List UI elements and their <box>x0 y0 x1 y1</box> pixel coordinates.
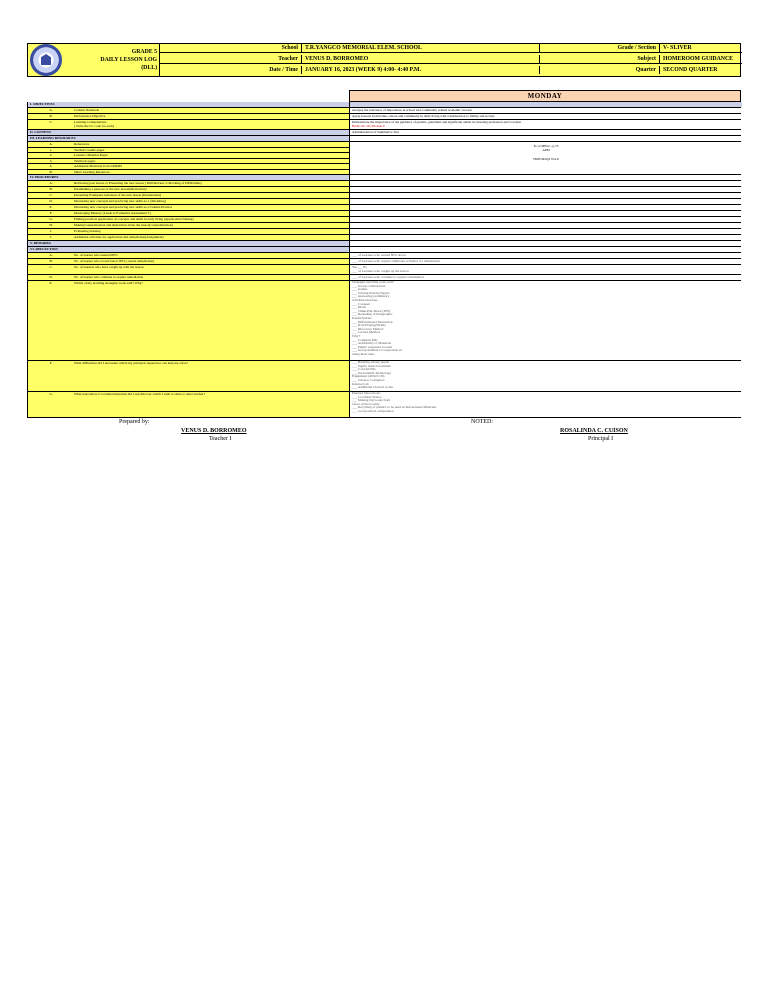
prepared-name: VENUS D. BORROMEO <box>181 428 247 434</box>
header-titles <box>100 48 157 72</box>
row-value-cell <box>350 235 742 240</box>
row-value-cell <box>350 102 742 107</box>
row-value-cell: ___ of Learners who require additional activities for remediation <box>350 259 742 264</box>
quarter-label: Quarter <box>540 66 660 74</box>
row-value-cell: ___ of Learners who continue to require remediation <box>350 275 742 280</box>
row-label-cell: V. REMARKS <box>28 241 350 246</box>
row-label-cell: C. Presenting Examples/ instances of the new lesson (Presentation) <box>28 193 350 198</box>
row-label-cell: A. Content Standards <box>28 108 350 113</box>
noted-title: Principal I <box>588 436 614 442</box>
subject-label: Subject <box>540 55 660 64</box>
row-value-cell <box>350 229 742 234</box>
reflection-row-difficulties <box>28 361 740 392</box>
row-value-cell: Yes ___No ___ of Learners who caught up the lesson <box>350 265 742 274</box>
row-label-cell: A. No. of learner who learned 80% <box>28 253 350 258</box>
header-table <box>27 43 741 77</box>
log-title: DAILY LESSON LOG <box>100 57 157 63</box>
prepared-label: Prepared by: <box>119 419 150 425</box>
row-value-cell: Administration of Summative Test <box>350 130 742 135</box>
difficulties-list: ___ Bullying among pupils ___ Pupils' behavior/attitude ___ Colorful IMs ___ Unavailable Technology Equipment (AVR/LCD) ___ Science/ Computer/ Internet Lab ___ Additional Clerical works <box>350 361 742 391</box>
row-value-cell <box>350 175 742 180</box>
deped-seal-icon <box>30 44 62 76</box>
section-label: Grade / Section <box>540 44 660 53</box>
teacher-label: Teacher <box>160 55 302 64</box>
row-value-cell: Apply lessons from home, school and community in daily living with consideration to family and society <box>350 114 742 119</box>
innovations-list: Planned Innovations: ___ Localized Videos ___ Making big books from views of the locality ___ Recycling of plastics to be used as Instructional Materials ___ local poetical composition <box>350 392 742 417</box>
day-header-row <box>27 90 741 102</box>
row-label-cell: B. Performance Objective <box>28 114 350 119</box>
date-label: Date / Time <box>160 66 302 74</box>
row-label-cell: VI. REFLECTION <box>28 247 350 252</box>
date-value: JANUARY 16, 2023 (WEEK 9) 4:00- 4:40 P.M. <box>302 66 540 74</box>
row-label-cell: J. Additional activities for application and remediation(Assignment) <box>28 235 350 240</box>
row-value-cell: ___ of Learners who earned 80% above <box>350 253 742 258</box>
row-value-cell <box>350 187 742 192</box>
strategies-list: Strategies used that work well: ___ Group collaboration ___ Games ___ Solving Puzzles/Jigsaw ___ Answering preliminary activities/exercises ___ Carousel ___ Diads ___ Think-Pair-Share (TPS) ___ Rereading of Paragraphs/ Poems/Stories ___ Differentiated Instruction ___ Role Playing/Drama ___ Discovery Method ___ Lecture Method Why? ___ Complete IMs ___ Availability of Materials ___ Pupils' eagerness to learn ___ Group member's Cooperation in doing their tasks <box>350 281 742 360</box>
objective-row <box>28 120 740 130</box>
noted-name: ROSALINDA C. CUISON <box>560 428 628 434</box>
row-value-cell: Analyze the relevance of importance in school and community related academic success <box>350 108 742 113</box>
lesson-log-sheet <box>27 43 741 458</box>
row-label-cell: B. Establishing a purpose of the new lesson(Motivation) <box>28 187 350 192</box>
row-value-cell <box>350 247 742 252</box>
row-value-cell <box>350 193 742 198</box>
subject-value: HOMEROOM GUIDANCE <box>660 55 742 64</box>
row-label-cell: B. No. of learner who scored below 80% ( needs remediation) <box>28 259 350 264</box>
section-value: V- SLIVER <box>660 44 742 53</box>
lesson-grid <box>27 102 741 418</box>
school-label: School <box>160 44 302 53</box>
signature-block <box>27 418 741 458</box>
row-label-cell: F. Developing Mastery (Leads to Formative Assessment 3 ) <box>28 211 350 216</box>
reflection-row-innovations <box>28 392 740 417</box>
row-label-cell: IV. PROCEDURES <box>28 175 350 180</box>
row-value-cell <box>350 223 742 228</box>
row-label-cell: G. Finding practical application of concepts and skills in daily living (Application/Valuing) <box>28 217 350 222</box>
row-label-cell: I. Evaluating learning <box>28 229 350 234</box>
row-value-cell <box>350 136 742 141</box>
row-label-cell: I. OBJECTIVES <box>28 102 350 107</box>
header-title-cell <box>28 44 160 76</box>
row-label-cell: D. Discussing new concepts and practicing new skills no.1 (Modeling) <box>28 199 350 204</box>
reflection-row-strategies <box>28 281 740 361</box>
quarter-value: SECOND QUARTER <box>663 67 718 73</box>
row-label-cell: E. Discussing new concepts and practicing new skills no.2 Guided Practice <box>28 205 350 210</box>
row-label-cell: F. What difficulties did I encounter which my principal /supervisor can help me solve? <box>28 361 350 391</box>
row-label-cell: C. No. of learners who have caught up with the lesson <box>28 265 350 274</box>
grade-label: GRADE 5 <box>131 49 157 55</box>
resources-block <box>28 142 740 175</box>
row-label-cell: D. No. of learner who continue to require remediation <box>28 275 350 280</box>
row-value-cell <box>350 205 742 210</box>
teacher-value: VENUS D. BORROMEO <box>302 55 540 64</box>
noted-label: NOTED: <box>471 419 493 425</box>
row-value-cell <box>350 199 742 204</box>
school-value: T.R.YANGCO MEMORIAL ELEM. SCHOOL <box>302 44 540 53</box>
row-label-cell: A. References 1. Teacher's Guide pages 2. Learner's Material Pages 3. Textbook pages 4. Additional Materials from LRDMS B. Other Learning Resources <box>28 142 350 174</box>
row-value-cell <box>350 211 742 216</box>
row-label-cell: G. What innovation or localized materials did I use/discover which I wish to share to other teacher? <box>28 392 350 417</box>
row-label-cell: E. Which of my teaching strategies work well? Why? <box>28 281 350 360</box>
row-label-cell: III. LEARNING RESOURCES <box>28 136 350 141</box>
row-value-cell <box>350 217 742 222</box>
row-label-cell: H. Making Generalization and abstraction about the lesson( Generalization) <box>28 223 350 228</box>
lc-code: HGIC-IIc-16; Module 9 <box>352 124 385 129</box>
row-label-cell: C. Learning Competencies ( Write the LC code for each) <box>28 120 350 129</box>
reflection-row <box>28 265 740 275</box>
row-label-cell: A. Reviewing past lesson or Presenting the new lesson ( Drill/Review/ Unlocking of Difficulties) <box>28 181 350 186</box>
day-header: MONDAY <box>349 90 741 102</box>
row-value-cell <box>350 181 742 186</box>
prepared-title: Teacher I <box>209 436 232 442</box>
row-label-cell: II. CONTENT <box>28 130 350 135</box>
row-value-cell: Demonstrate the importance of the guidance of parents, guardians and significant adults in choosing profession and vocation HGIC-IIc-16; Module 9 <box>350 120 742 129</box>
resources-values: K-12 MELC, p.73 APM HGB M2Q2 W4-6 <box>350 142 742 174</box>
row-value-cell <box>350 241 742 246</box>
log-abbr: (DLL) <box>141 65 157 71</box>
